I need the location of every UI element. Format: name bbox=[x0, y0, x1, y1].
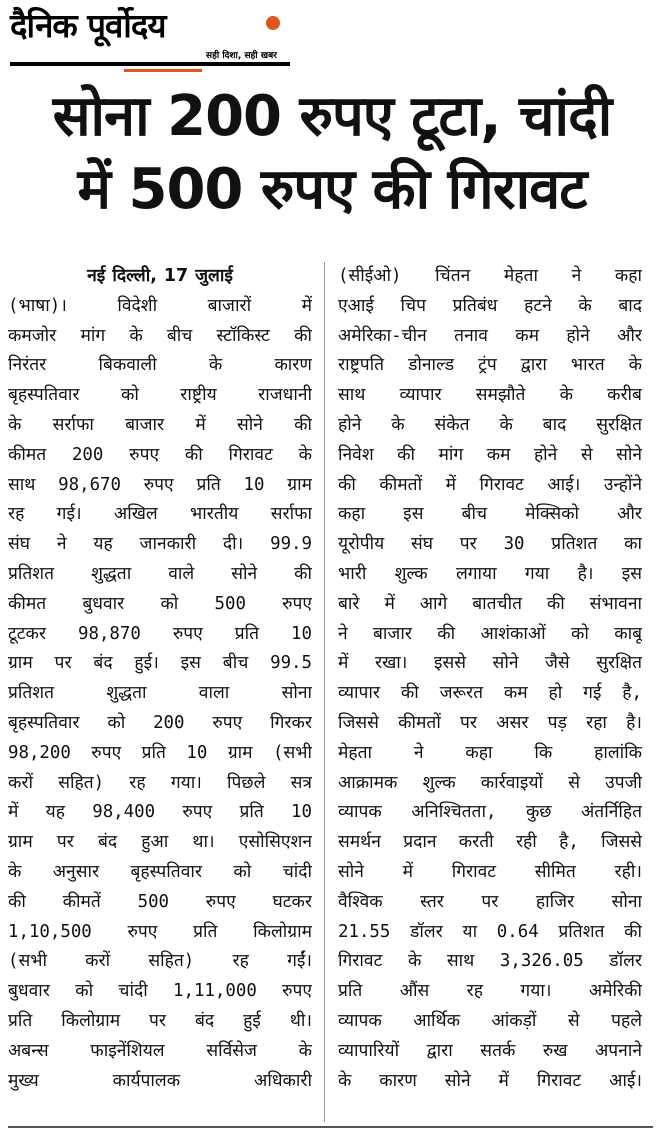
article-text-line: व्यापक अनिश्चितता, कुछ अंतर्निहित bbox=[338, 802, 642, 823]
article-text-line: कीमत 200 रुपए की गिरावट के bbox=[8, 444, 312, 465]
article-text-line: भारी शुल्क लगाया गया है। इस bbox=[338, 563, 642, 584]
article-text-line: करों सहित) रह गया। पिछले सत्र bbox=[8, 772, 312, 793]
article-text-line: की कीमतों में गिरावट आई। उन्होंने bbox=[338, 474, 642, 495]
article-text-line: एआई चिप प्रतिबंध हटने के बाद bbox=[338, 295, 642, 316]
article-text-line: में रखा। इससे सोने जैसे सुरक्षित bbox=[338, 653, 642, 674]
article-text-line: सोने में गिरावट सीमित रही। bbox=[338, 861, 642, 882]
article-text-line: के सर्राफा बाजार में सोने की bbox=[8, 414, 312, 435]
article-column-right bbox=[338, 262, 642, 1132]
article-text-line: होने के संकेत के बाद सुरक्षित bbox=[338, 414, 642, 435]
newspaper-title: दैनिक पूर्वोदय bbox=[10, 6, 166, 45]
article-text-line: व्यापार की जरूरत कम हो गई है, bbox=[338, 683, 642, 704]
article-text-line: टूटकर 98,870 रुपए प्रति 10 bbox=[8, 623, 312, 644]
article-text-line: प्रतिशत शुद्धता वाले सोने की bbox=[8, 563, 312, 584]
article-text-line: निवेश की मांग कम होने से सोने bbox=[338, 444, 642, 465]
article-headline bbox=[14, 80, 650, 226]
article-text-line: कमजोर मांग के बीच स्टॉकिस्ट की bbox=[8, 325, 312, 346]
headline-line-2: में 500 रुपए की गिरावट bbox=[77, 157, 587, 222]
article-text-line: के कारण सोने में गिरावट आई। bbox=[338, 1070, 642, 1091]
article-text-line: संघ ने यह जानकारी दी। 99.9 bbox=[8, 534, 312, 555]
article-text-line: साथ व्यापार समझौते के करीब bbox=[338, 385, 642, 406]
article-text-line: प्रतिशत शुद्धता वाला सोना bbox=[8, 683, 312, 704]
article-text-line: अमेरिका-चीन तनाव कम होने और bbox=[338, 325, 642, 346]
article-text-line: प्रति औंस रह गया। अमेरिकी bbox=[338, 981, 642, 1002]
article-text-line: समर्थन प्रदान करती रही है, जिससे bbox=[338, 832, 642, 853]
masthead-accent-bar bbox=[124, 69, 202, 72]
article-text-line: राष्ट्रपति डोनाल्ड ट्रंप द्वारा भारत के bbox=[338, 355, 642, 376]
article-text-line: कीमत बुधवार को 500 रुपए bbox=[8, 593, 312, 614]
masthead bbox=[10, 4, 290, 72]
right-column-body bbox=[338, 262, 642, 1096]
article-text-line: (सभी करों सहित) रह गईं। bbox=[8, 951, 312, 972]
article-text-line: ने बाजार की आशंकाओं को काबू bbox=[338, 623, 642, 644]
article-text-line: निरंतर बिकवाली के कारण bbox=[8, 355, 312, 376]
masthead-logo-dot-icon bbox=[266, 16, 280, 30]
article-text-line: कहा इस बीच मेक्सिको और bbox=[338, 504, 642, 525]
article-text-line: साथ 98,670 रुपए प्रति 10 ग्राम bbox=[8, 474, 312, 495]
article-text-line: व्यापारियों द्वारा सतर्क रुख अपनाने bbox=[338, 1040, 642, 1061]
article-text-line: की कीमतें 500 रुपए घटकर bbox=[8, 891, 312, 912]
masthead-rule bbox=[10, 62, 290, 66]
article-text-line: बृहस्पतिवार को राष्ट्रीय राजधानी bbox=[8, 385, 312, 406]
article-text-line: अबन्स फाइनेंशियल सर्विसेज के bbox=[8, 1040, 312, 1061]
article-text-line: के अनुसार बृहस्पतिवार को चांदी bbox=[8, 861, 312, 882]
page-bottom-rule bbox=[8, 1126, 653, 1128]
article-text-line: वैश्विक स्तर पर हाजिर सोना bbox=[338, 891, 642, 912]
article-text-line: मेहता ने कहा कि हालांकि bbox=[338, 742, 642, 763]
article-text-line: गिरावट के साथ 3,326.05 डॉलर bbox=[338, 951, 642, 972]
article-text-line: यूरोपीय संघ पर 30 प्रतिशत का bbox=[338, 534, 642, 555]
newspaper-tagline: सही दिशा, सही खबर bbox=[206, 51, 277, 61]
article-text-line: 1,10,500 रुपए प्रति किलोग्राम bbox=[8, 921, 312, 942]
article-text-line: ग्राम पर बंद हुई। इस बीच 99.5 bbox=[8, 653, 312, 674]
article-text-line: बुधवार को चांदी 1,11,000 रुपए bbox=[8, 981, 312, 1002]
article-text-line: प्रति किलोग्राम पर बंद हुई थी। bbox=[8, 1010, 312, 1031]
article-text-line: 98,200 रुपए प्रति 10 ग्राम (सभी bbox=[8, 742, 312, 763]
article-text-line: ग्राम पर बंद हुआ था। एसोसिएशन bbox=[8, 832, 312, 853]
left-column-body bbox=[8, 292, 312, 1097]
article-column-left bbox=[8, 262, 312, 1132]
article-text-line: 21.55 डॉलर या 0.64 प्रतिशत की bbox=[338, 921, 642, 942]
article-text-line: बारे में आगे बातचीत की संभावना bbox=[338, 593, 642, 614]
article-text-line: बृहस्पतिवार को 200 रुपए गिरकर bbox=[8, 712, 312, 733]
article-text-line: (भाषा)। विदेशी बाजारों में bbox=[8, 295, 312, 316]
article-text-line: व्यापक आर्थिक आंकड़ों से पहले bbox=[338, 1010, 642, 1031]
article-text-line: (सीईओ) चिंतन मेहता ने कहा bbox=[338, 266, 642, 286]
article-text-line: जिससे कीमतों पर असर पड़ रहा है। bbox=[338, 712, 642, 733]
article-text-line: में यह 98,400 रुपए प्रति 10 bbox=[8, 802, 312, 823]
article-text-line: मुख्य कार्यपालक अधिकारी bbox=[8, 1070, 312, 1091]
article-dateline: नई दिल्ली, 17 जुलाई bbox=[87, 266, 233, 286]
column-divider bbox=[324, 262, 325, 1122]
headline-line-1: सोना 200 रुपए टूटा, चांदी bbox=[52, 84, 612, 149]
article-text-line: आक्रामक शुल्क कार्रवाइयों से उपजी bbox=[338, 772, 642, 793]
article-text-line: रह गई। अखिल भारतीय सर्राफा bbox=[8, 504, 312, 525]
